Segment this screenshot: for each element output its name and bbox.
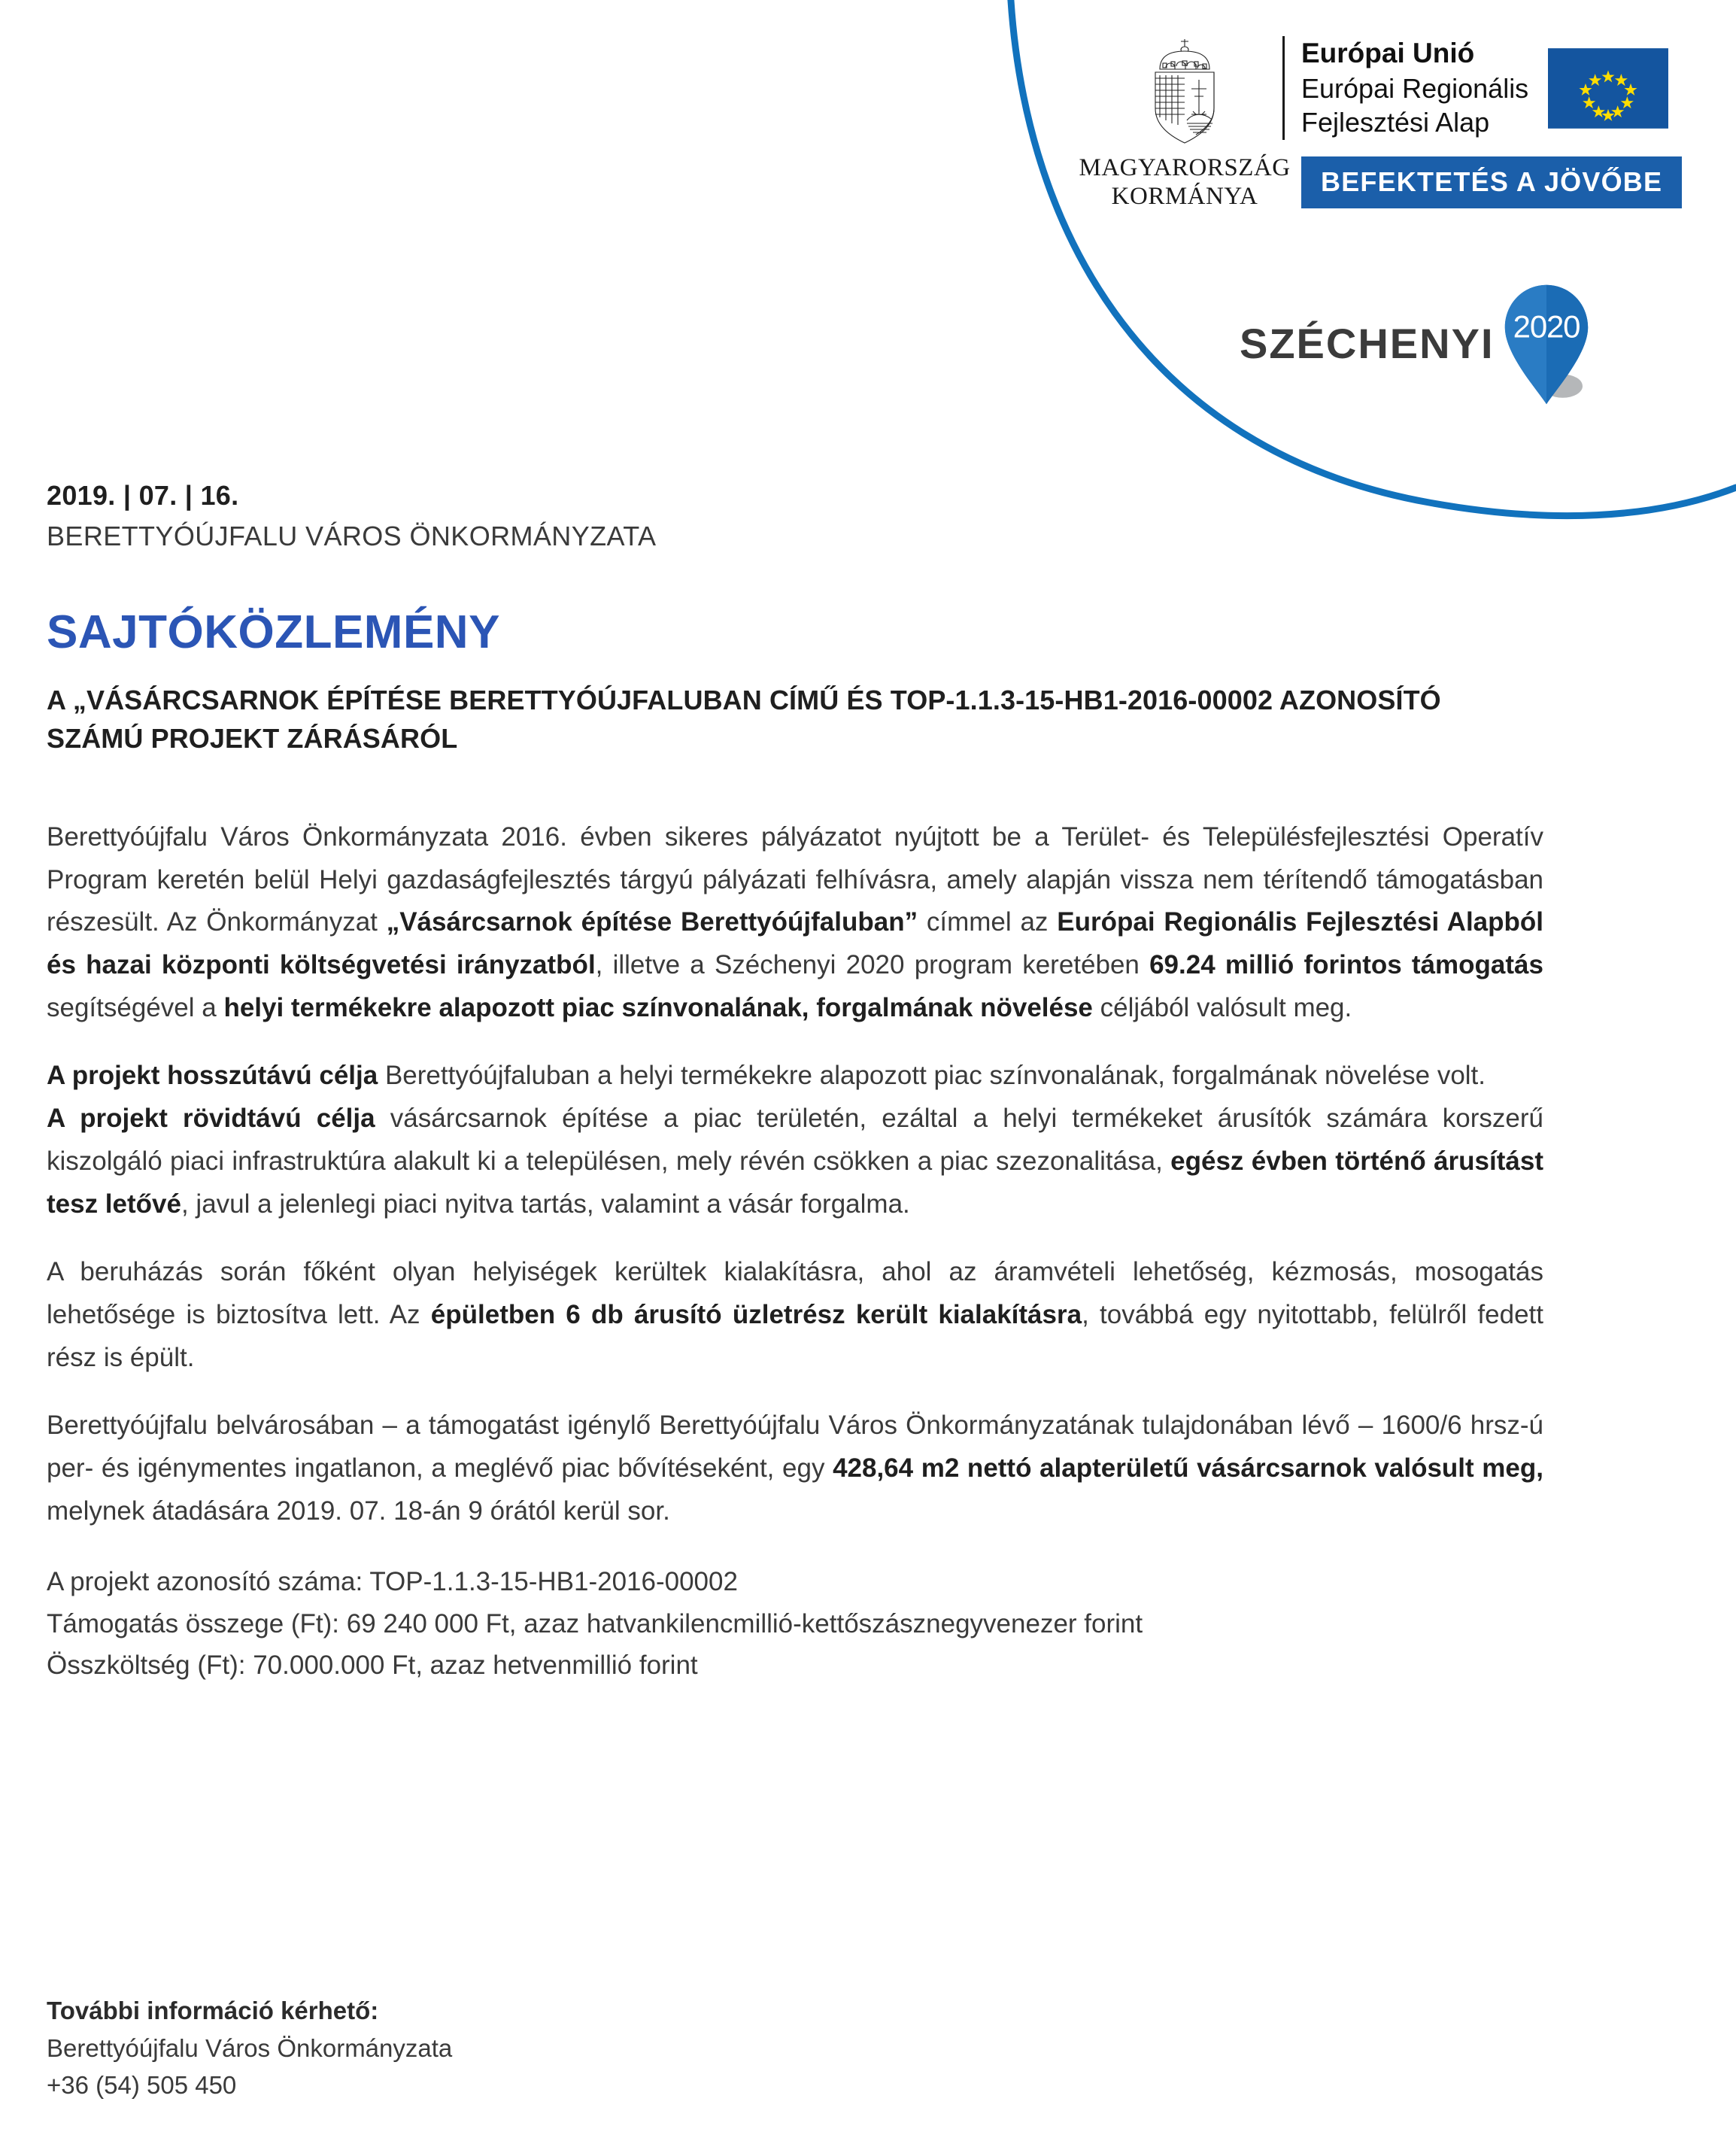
p4-bold-1: épületben 6 db árusító üzletrész került kialakításra (430, 1299, 1082, 1329)
publication-date: 2019. | 07. | 16. (47, 480, 239, 511)
page-title: SAJTÓKÖZLEMÉNY (47, 606, 500, 658)
publisher-name: BERETTYÓÚJFALU VÁROS ÖNKORMÁNYZATA (47, 521, 657, 551)
fact-grant-amount: Támogatás összege (Ft): 69 240 000 Ft, azaz hatvankilencmillió-kettőszásznegyvenezer forint (47, 1608, 1143, 1638)
invest-in-the-future-banner: BEFEKTETÉS A JÖVŐBE (1301, 156, 1682, 208)
p1-bold-1: „Vásárcsarnok építése Berettyóújfaluban” (386, 907, 918, 937)
page-subtitle (47, 681, 1498, 758)
szechenyi-wordmark: SZÉCHENYI (1240, 319, 1495, 367)
svg-text:2020: 2020 (1513, 308, 1580, 345)
p4-segment-1: A beruházás során főként olyan helyiségek kerültek kialakításra, ahol az áramvételi lehetőség, kézmosás, mosogatás lehetősége is biztosítva lett. Az (47, 1257, 1543, 1329)
footer-organization: Berettyóújfalu Város Önkormányzata (47, 2033, 453, 2062)
p1-segment-3: , illetve a Széchenyi 2020 program keretében (595, 950, 1150, 980)
contact-footer (47, 1992, 1476, 2104)
p5-bold-1: 428,64 m2 nettó alapterületű vásárcsarnok valósult meg, (833, 1453, 1543, 1483)
paragraph-location-details (47, 1405, 1543, 1532)
p1-segment-2: címmel az (918, 907, 1058, 937)
p5-segment-1: Berettyóújfalu belvárosában – a támogatást igénylő Berettyóújfalu Város Önkormányzatának tulajdonában lévő – 1600/6 hrsz-ú per- és igénymentes ingatlanon, a meglévő piac bővítéseként, egy (47, 1411, 1543, 1483)
p2-segment-1: Berettyóújfaluban a helyi termékekre alapozott piac színvonalának, forgalmának növelése volt. (378, 1061, 1486, 1091)
paragraph-investment-details (47, 1251, 1543, 1379)
eu-logo-column (1282, 36, 1682, 208)
footer-heading: További információ kérhető: (47, 1997, 379, 2024)
hu-gov-line-1: MAGYARORSZÁG (1079, 154, 1291, 181)
eu-logo-row (1282, 36, 1682, 140)
szechenyi-2020-logo (1240, 280, 1592, 406)
p5-segment-2: melynek átadására 2019. 07. 18-án 9 órától kerül sor. (47, 1496, 670, 1526)
hungary-government-logo (1079, 36, 1291, 211)
eu-line-2: Európai Regionális (1301, 72, 1529, 104)
paragraph-short-term-goal (47, 1098, 1543, 1225)
p1-bold-4: helyi termékekre alapozott piac színvonalának, forgalmának növelése (223, 992, 1093, 1022)
project-fact-list (47, 1561, 1543, 1686)
p4-segment-2: , továbbá egy nyitottabb, felülről fedett rész is épült. (47, 1299, 1544, 1372)
hungarian-coat-of-arms-icon (1143, 36, 1226, 149)
eu-line-1: Európai Unió (1301, 38, 1475, 69)
subtitle-line-2: AZONOSÍTÓ SZÁMÚ PROJEKT ZÁRÁSÁRÓL (47, 685, 1441, 755)
p3-segment-1: vásárcsarnok építése a piac területén, ezáltal a helyi termékeket árusítók számára korszerű kiszolgáló piaci infrastruktúra alakult ki a településen, mely révén csökken a piac szezonalitása, (47, 1104, 1544, 1176)
eu-hungary-logo-block (1079, 36, 1682, 211)
p2-bold-1: A projekt hosszútávú célja (47, 1061, 378, 1091)
p3-segment-2: , javul a jelenlegi piaci nyitva tartás, valamint a vásár forgalma. (181, 1189, 910, 1219)
p1-bold-2: Európai Regionális Fejlesztési Alapból és hazai központi költségvetési irányzatból (47, 907, 1544, 980)
vertical-divider (1282, 36, 1285, 140)
hungary-government-wordmark (1079, 153, 1290, 211)
p1-bold-3: 69.24 millió forintos támogatás (1149, 950, 1543, 980)
document-header (0, 0, 1736, 497)
p1-segment-5: céljából valósult meg. (1092, 992, 1352, 1022)
p1-segment-1: Berettyóújfalu Város Önkormányzata 2016. évben sikeres pályázatot nyújtott be a Terület- és Településfejlesztési Operatív Program keretén belül Helyi gazdaságfejlesztés tárgyú pályázati felhívásra, amely alapján vissza nem térítendő támogatásban részesült. Az Önkormányzat (47, 822, 1543, 937)
eu-wordmark (1301, 36, 1528, 139)
subtitle-line-1: A „VÁSÁRCSARNOK ÉPÍTÉSE BERETTYÓÚJFALUBAN CÍMŰ ÉS TOP-1.1.3-15-HB1-2016-00002 (47, 685, 1273, 715)
footer-phone: +36 (54) 505 450 (47, 2071, 237, 2099)
fact-project-id: A projekt azonosító száma: TOP-1.1.3-15-HB1-2016-00002 (47, 1567, 738, 1597)
european-union-flag-icon (1548, 48, 1668, 129)
paragraph-intro (47, 816, 1543, 1029)
p1-segment-4: segítségével a (47, 992, 224, 1022)
p3-bold-1: A projekt rövidtávú célja (47, 1104, 375, 1134)
paragraph-long-term-goal (47, 1055, 1543, 1098)
fact-total-cost: Összköltség (Ft): 70.000.000 Ft, azaz hetvenmillió forint (47, 1650, 698, 1680)
eu-line-3: Fejlesztési Alap (1301, 107, 1490, 138)
article-content (47, 816, 1543, 1686)
hu-gov-line-2: KORMÁNYA (1111, 183, 1258, 211)
map-pin-icon (1501, 281, 1592, 408)
p3-bold-2: egész évben történő árusítást tesz letővé (47, 1146, 1543, 1219)
